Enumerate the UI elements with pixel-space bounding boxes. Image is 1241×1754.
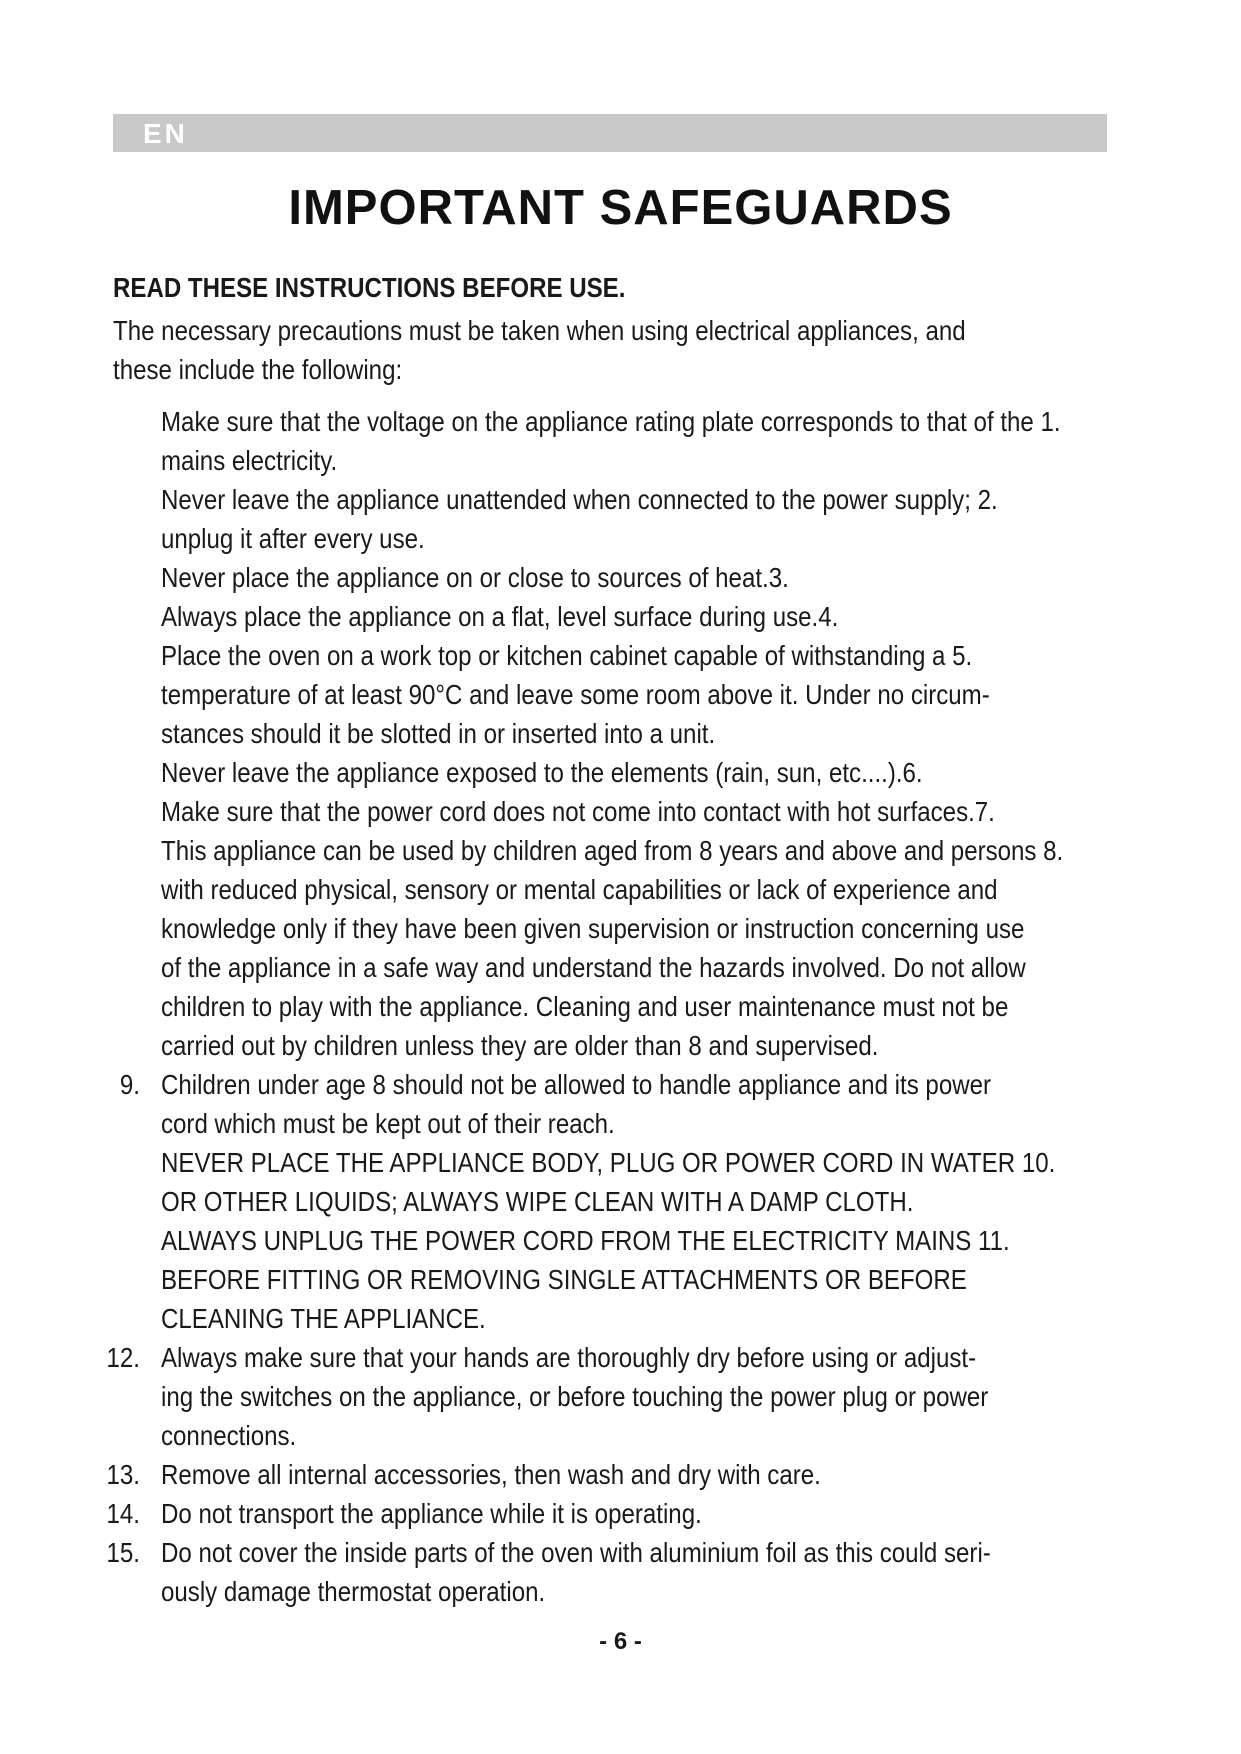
list-item (0, 558, 1241, 597)
item-line: BEFORE FITTING OR REMOVING SINGLE ATTACHMENTS OR BEFORE (161, 1264, 967, 1295)
item-line: Always place the appliance on a flat, level surface during use.4. (161, 601, 839, 632)
item-text (161, 831, 1064, 1065)
item-text (161, 1494, 1064, 1533)
item-number: 14. (106, 1498, 140, 1529)
item-line: Always make sure that your hands are thoroughly dry before using or adjust- (161, 1342, 977, 1373)
item-text (161, 1221, 1064, 1338)
item-line: with reduced physical, sensory or mental capabilities or lack of experience and (161, 874, 998, 905)
item-text (161, 1143, 1064, 1221)
intro-line: these include the following: (113, 354, 403, 385)
list-item (0, 1143, 1241, 1221)
list-item (0, 1338, 1241, 1455)
item-number: 15. (106, 1537, 140, 1568)
page-title: IMPORTANT SAFEGUARDS (288, 181, 953, 235)
item-line: Do not transport the appliance while it is operating. (161, 1498, 702, 1529)
item-line: knowledge only if they have been given supervision or instruction concerning use (161, 913, 1025, 944)
item-line: carried out by children unless they are older than 8 and supervised. (161, 1030, 879, 1061)
list-item (0, 831, 1241, 1065)
item-line: of the appliance in a safe way and understand the hazards involved. Do not allow (161, 952, 1026, 983)
item-line: unplug it after every use. (161, 523, 425, 554)
item-line: ously damage thermostat operation. (161, 1576, 546, 1607)
list-item (0, 636, 1241, 753)
list-item (0, 1221, 1241, 1338)
list-item (0, 1494, 1241, 1533)
item-line: Do not cover the inside parts of the oven with aluminium foil as this could seri- (161, 1537, 991, 1568)
language-bar (113, 114, 1107, 152)
list-item (0, 402, 1241, 480)
item-line: OR OTHER LIQUIDS; ALWAYS WIPE CLEAN WITH A DAMP CLOTH. (161, 1186, 914, 1217)
item-text (161, 402, 1064, 480)
list-item (0, 480, 1241, 558)
item-line: Place the oven on a work top or kitchen cabinet capable of withstanding a 5. (161, 640, 973, 671)
item-line: This appliance can be used by children aged from 8 years and above and persons 8. (161, 835, 1064, 866)
item-line: stances should it be slotted in or inserted into a unit. (161, 718, 716, 749)
item-line: Make sure that the power cord does not come into contact with hot surfaces.7. (161, 796, 995, 827)
item-line: children to play with the appliance. Cleaning and user maintenance must not be (161, 991, 1009, 1022)
item-text (161, 1455, 1064, 1494)
item-line: ing the switches on the appliance, or before touching the power plug or power (161, 1381, 989, 1412)
item-line: Never leave the appliance unattended when connected to the power supply; 2. (161, 484, 998, 515)
item-line: connections. (161, 1420, 297, 1451)
item-text (161, 753, 1064, 792)
item-line: Remove all internal accessories, then wash and dry with care. (161, 1459, 821, 1490)
page-number: - 6 - (599, 1628, 642, 1655)
item-line: Never leave the appliance exposed to the elements (rain, sun, etc....).6. (161, 757, 923, 788)
item-number: 12. (106, 1342, 140, 1373)
item-line: cord which must be kept out of their reach. (161, 1108, 615, 1139)
item-text (161, 597, 1064, 636)
list-item (0, 597, 1241, 636)
item-text (161, 1338, 1064, 1455)
item-text (161, 1533, 1064, 1611)
item-line: Never place the appliance on or close to sources of heat.3. (161, 562, 789, 593)
item-line: temperature of at least 90°C and leave some room above it. Under no circum- (161, 679, 990, 710)
item-text (161, 558, 1064, 597)
list-item (0, 753, 1241, 792)
item-number: 9. (119, 1069, 140, 1100)
item-line: ALWAYS UNPLUG THE POWER CORD FROM THE ELECTRICITY MAINS 11. (161, 1225, 1010, 1256)
item-text (161, 636, 1064, 753)
list-item (0, 1533, 1241, 1611)
list-item (0, 1065, 1241, 1143)
item-line: NEVER PLACE THE APPLIANCE BODY, PLUG OR POWER CORD IN WATER 10. (161, 1147, 1056, 1178)
item-line: Children under age 8 should not be allowed to handle appliance and its power (161, 1069, 992, 1100)
instructions-heading: READ THESE INSTRUCTIONS BEFORE USE. (113, 272, 626, 303)
item-number: 13. (106, 1459, 140, 1490)
language-code: EN (143, 118, 188, 149)
item-line: mains electricity. (161, 445, 338, 476)
safeguard-list (0, 402, 1241, 1611)
item-text (161, 792, 1064, 831)
item-text (161, 1065, 1064, 1143)
item-line: Make sure that the voltage on the appliance rating plate corresponds to that of the 1. (161, 406, 1061, 437)
list-item (0, 1455, 1241, 1494)
intro-line: The necessary precautions must be taken when using electrical appliances, and (113, 315, 966, 346)
item-text (161, 480, 1064, 558)
intro-paragraph (113, 311, 966, 389)
item-line: CLEANING THE APPLIANCE. (161, 1303, 486, 1334)
list-item (0, 792, 1241, 831)
